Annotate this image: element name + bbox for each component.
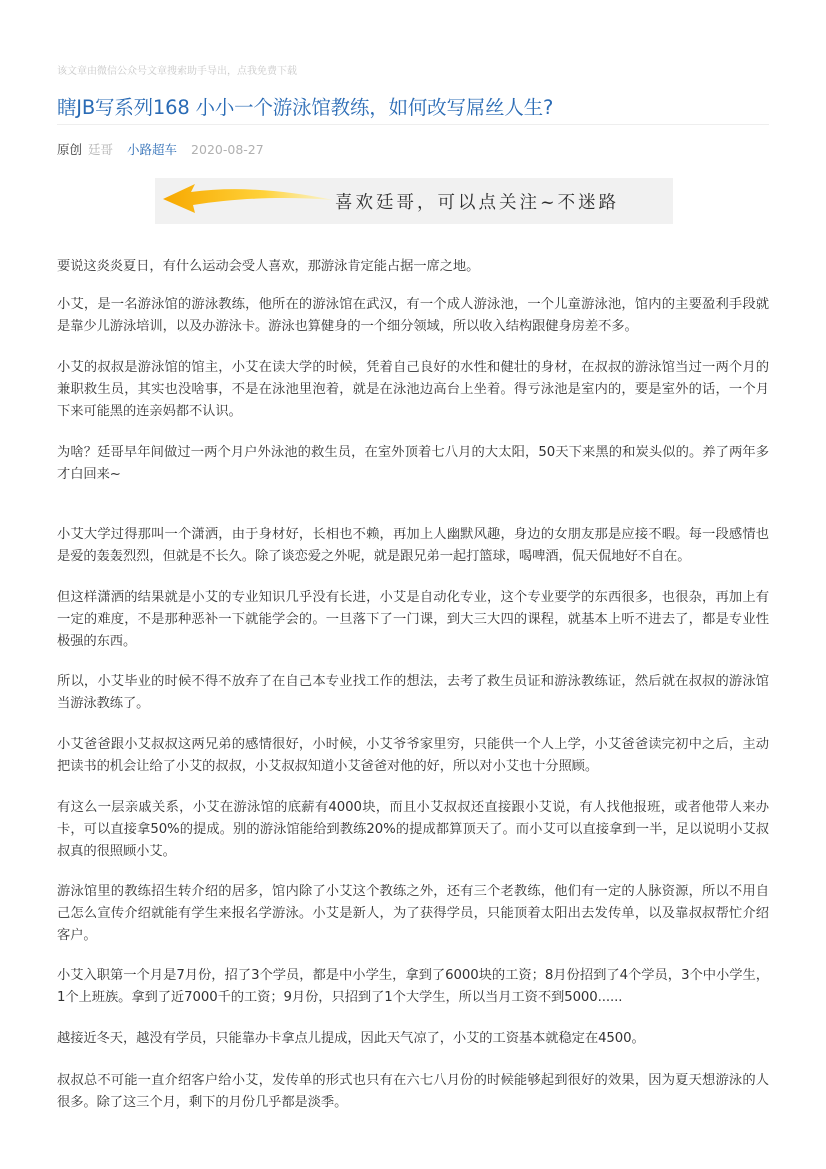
article-title: 瞎JB写系列168 小小一个游泳馆教练，如何改写屌丝人生? xyxy=(57,96,554,119)
paragraph: 小艾爸爸跟小艾叔叔这两兄弟的感情很好，小时候，小艾爷爷家里穷，只能供一个人上学，小艾爸爸读完初中之后，主动把读书的机会让给了小艾的叔叔，小艾叔叔知道小艾爸爸对他的好，所以对小艾也十分照顾。 xyxy=(57,737,769,774)
paragraph: 有这么一层亲戚关系，小艾在游泳馆的底薪有4000块，而且小艾叔叔还直接跟小艾说，有人找他报班，或者他带人来办卡，可以直接拿50%的提成。别的游泳馆能给到教练20%的提成都算顶天了。而小艾可以直接拿到一半，足以说明小艾叔叔真的很照顾小艾。 xyxy=(57,800,769,859)
paragraph: 所以，小艾毕业的时候不得不放弃了在自己本专业找工作的想法，去考了救生员证和游泳教练证，然后就在叔叔的游泳馆当游泳教练了。 xyxy=(57,674,769,711)
follow-banner xyxy=(155,178,673,224)
paragraph: 为啥？廷哥早年间做过一两个月户外泳池的救生员，在室外顶着七八月的大太阳，50天下来黑的和炭头似的。养了两年多才白回来~ xyxy=(57,445,769,482)
paragraph: 要说这炎炎夏日，有什么运动会受人喜欢，那游泳肯定能占据一席之地。 xyxy=(57,259,480,274)
publish-date: 2020-08-27 xyxy=(191,142,264,157)
author-name: 廷哥 xyxy=(88,142,114,157)
paragraph: 小艾大学过得那叫一个潇洒，由于身材好，长相也不赖，再加上人幽默风趣，身边的女朋友那是应接不暇。每一段感情也是爱的轰轰烈烈，但就是不长久。除了谈恋爱之外呢，就是跟兄弟一起打篮球，喝啤酒，侃天侃地好不自在。 xyxy=(57,527,769,564)
title-divider xyxy=(57,124,769,125)
paragraph: 游泳馆里的教练招生转介绍的居多，馆内除了小艾这个教练之外，还有三个老教练，他们有一定的人脉资源，所以不用自己怎么宣传介绍就能有学生来报名学游泳。小艾是新人，为了获得学员，只能顶着太阳出去发传单，以及靠叔叔帮忙介绍客户。 xyxy=(57,884,769,943)
article-meta xyxy=(57,140,264,158)
paragraph: 小艾的叔叔是游泳馆的馆主，小艾在读大学的时候，凭着自己良好的水性和健壮的身材，在叔叔的游泳馆当过一两个月的兼职救生员，其实也没啥事，不是在泳池里泡着，就是在泳池边高台上坐着。得亏泳池是室内的，要是室外的话，一个月下来可能黑的连亲妈都不认识。 xyxy=(57,360,769,419)
paragraph: 越接近冬天，越没有学员，只能靠办卡拿点儿提成，因此天气凉了，小艾的工资基本就稳定在4500。 xyxy=(57,1031,645,1046)
export-note-link[interactable]: 该文章由微信公众号文章搜索助手导出，点我免费下载 xyxy=(57,66,297,77)
paragraph: 小艾入职第一个月是7月份，招了3个学员，都是中小学生，拿到了6000块的工资；8月份招到了4个学员，3个中小学生，1个上班族。拿到了近7000千的工资；9月份，只招到了1个大学生，所以当月工资不到5000...... xyxy=(57,968,769,1005)
paragraph: 但这样潇洒的结果就是小艾的专业知识几乎没有长进，小艾是自动化专业，这个专业要学的东西很多，也很杂，再加上有一定的难度，不是那种恶补一下就能学会的。一旦落下了一门课，到大三大四的课程，就基本上听不进去了，都是专业性极强的东西。 xyxy=(57,590,769,649)
paragraph: 小艾，是一名游泳馆的游泳教练，他所在的游泳馆在武汉，有一个成人游泳池，一个儿童游泳池，馆内的主要盈利手段就是靠少儿游泳培训，以及办游泳卡。游泳也算健身的一个细分领域，所以收入结构跟健身房差不多。 xyxy=(57,297,769,334)
account-link[interactable]: 小路超车 xyxy=(127,142,178,157)
paragraph: 叔叔总不可能一直介绍客户给小艾，发传单的形式也只有在六七八月份的时候能够起到很好的效果，因为夏天想游泳的人很多。除了这三个月，剩下的月份几乎都是淡季。 xyxy=(57,1073,769,1110)
original-tag: 原创 xyxy=(57,142,83,157)
banner-text: 喜欢廷哥，可以点关注~不迷路 xyxy=(335,193,620,213)
